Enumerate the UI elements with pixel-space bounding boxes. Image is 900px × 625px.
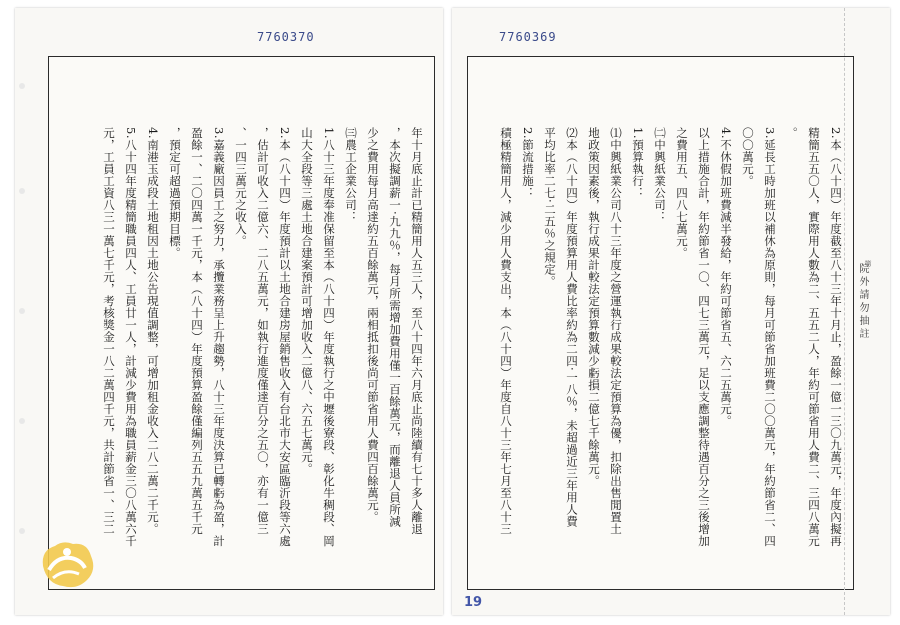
left-line: ，本次擬調薪一‧九九％，每月所需增加費用僅一百餘萬元，而離退人員所減	[388, 127, 402, 528]
right-line: 精簡五五〇人，實際用人數為二、五五二人，年約可節省用人費二、三四八萬元	[807, 127, 821, 547]
right-line: 。	[785, 127, 799, 139]
left-line: 盈餘一、二〇四萬一千元，本（八十四）年度預算盈餘僅編列五五九萬五千元	[190, 127, 204, 535]
right-line: 平均比率二七‧二五％之規定。	[543, 127, 557, 288]
right-text-frame	[467, 56, 854, 590]
left-line: 年十月底止計已精簡用人五三人，至八十四年六月底止尚陸續有七十多人離退	[410, 127, 424, 535]
left-line: 3.嘉義廠因員工之努力，承攬業務呈上升趨勢，八十三年度決算已轉虧為盈，計	[212, 127, 226, 547]
left-line: 元，工員工資八三一萬七千元，考核獎金一八二萬四千元，共計節省一、三二	[102, 127, 116, 535]
left-line: 少之費用每月高達約五百餘萬元，兩相抵扣後尚可節省用人費四百餘萬元。	[366, 127, 380, 523]
left-line: 2.本（八十四）年度預計以土地合建房屋銷售收入有台北市大安區臨沂段等六處	[278, 127, 292, 547]
margin-sidebar	[844, 8, 885, 615]
right-line: 以上措施合計，年約節省一〇、四七三萬元，足以支應調整待遇百分之三後增加	[697, 127, 711, 547]
right-body-text	[474, 127, 847, 583]
left-body-text	[55, 127, 428, 583]
sidebar-mark: 第	[864, 260, 872, 267]
binding-hole	[19, 418, 25, 424]
right-line: 2.節流措施：	[521, 127, 535, 199]
right-line: 1.預算執行：	[631, 127, 645, 199]
left-line: ㈢農工企業公司：	[344, 127, 358, 223]
binding-hole	[19, 188, 25, 194]
right-line: 之費用五、四八七萬元。	[675, 127, 689, 259]
left-line: ，估計可收入二億六、二八五萬元，如執行進度僅達百分之五〇，亦有一億三	[256, 127, 270, 535]
right-line: ㈡中興紙業公司：	[653, 127, 667, 223]
left-page	[15, 8, 443, 615]
right-line: 2.本（八十四）年度截至八十三年十月止，盈餘一億一三〇九萬元，年度內擬再	[829, 127, 843, 547]
right-line: 3.延長工時加班以補休為原則，每月可節省加班費二〇〇萬元，年約節省二、四	[763, 127, 777, 547]
left-line: 1.八十三年度奉准保留至本（八十四）年度執行之中壢後寮段、彰化牛稠段、岡	[322, 127, 336, 547]
left-line: ，預定可超過預期目標。	[168, 127, 182, 259]
right-line: 地政策因素後，執行成果計較法定預算數減少虧損二億七千餘萬元。	[587, 127, 601, 487]
right-page-number: 7760369	[499, 30, 557, 44]
right-line: 〇〇萬元。	[741, 127, 755, 187]
binding-hole	[19, 528, 25, 534]
left-page-number: 7760370	[257, 30, 315, 44]
right-line: ⑴中興紙業公司八十三年度之營運執行成果較法定預算為優，扣除出售閒置土	[609, 127, 623, 535]
left-line: 4.南港玉成段土地租因土地公告現值調整，可增加租金收入二八二萬二千元。	[146, 127, 160, 535]
left-line: 5.八十四年度精簡職員四人、工員廿一人，計減少費用為職員薪金三〇八萬六千	[124, 127, 138, 547]
sidebar-note: 院外請勿抽註	[857, 263, 868, 341]
folio-number: 19	[464, 595, 483, 610]
binding-hole	[19, 308, 25, 314]
binding-hole	[19, 83, 25, 89]
right-line: ⑵本（八十四）年度預算用人費比率約為二四‧一八％，未超過近三年用人費	[565, 127, 579, 528]
archive-stamp-logo	[37, 536, 99, 594]
right-line: 4.不休假加班費減半發給，年約可節省五、六二五萬元。	[719, 127, 733, 427]
left-line: 山大全段等三處土地合建案預計可增加收入二億八、六五七萬元。	[300, 127, 314, 475]
right-line: 積極精簡用人，減少用人費支出，本（八十四）年度自八十三年七月至八十三	[499, 127, 513, 535]
right-page	[452, 8, 890, 615]
left-line: 、一四三萬元之收入。	[234, 127, 248, 247]
left-text-frame	[48, 56, 435, 590]
